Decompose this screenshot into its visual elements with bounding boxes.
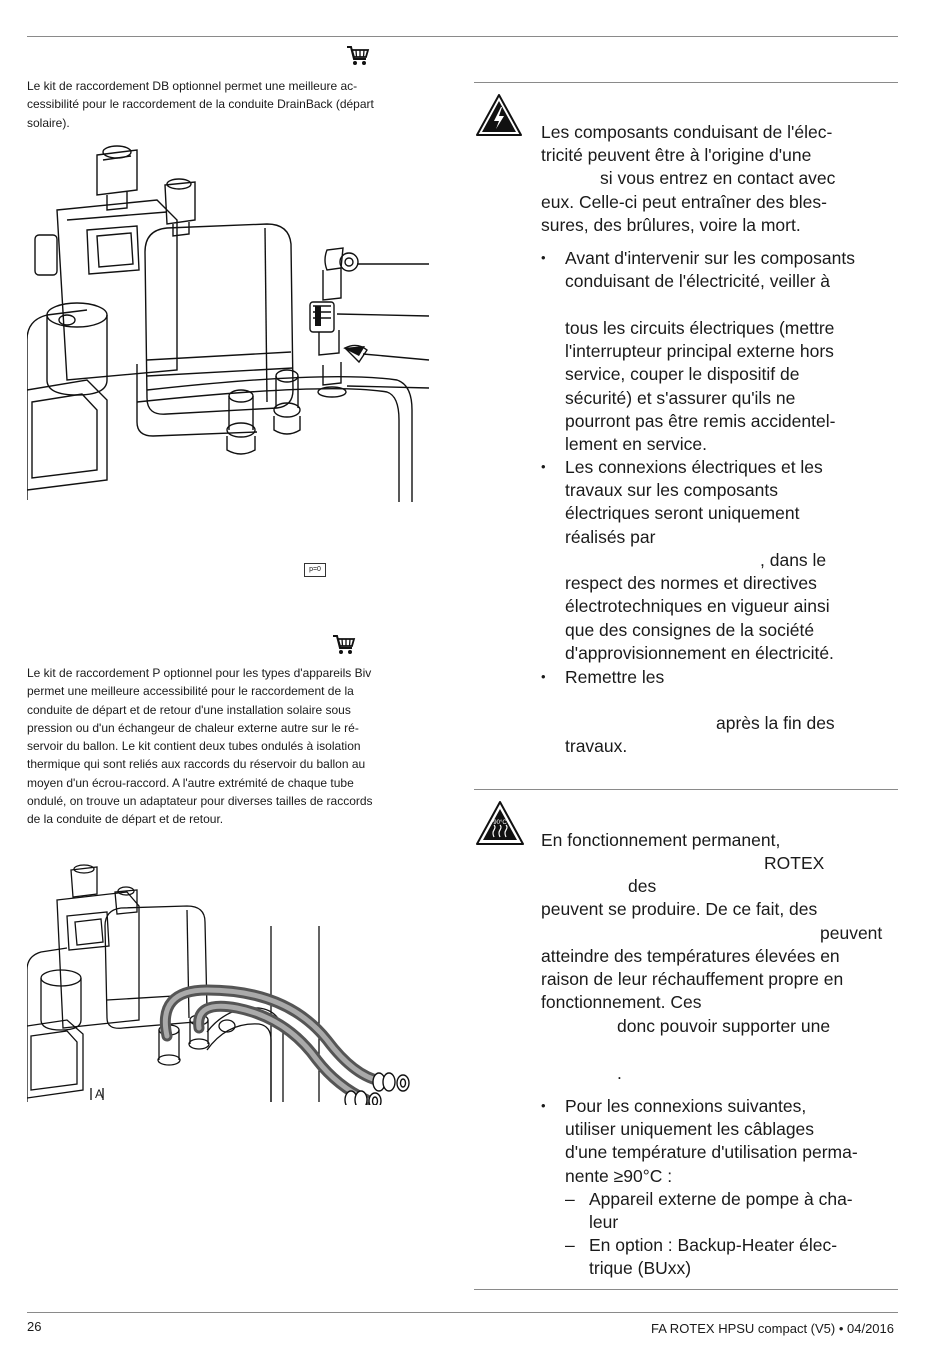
text-line: trique (BUxx): [589, 1258, 692, 1279]
text-line: solaire).: [27, 115, 70, 130]
dash-item-2: [589, 1234, 837, 1280]
text-line: réalisés par: [565, 526, 656, 547]
text-line: électrotechniques en vigueur ainsi: [565, 596, 830, 617]
text-line: atteindre des températures élevées en: [541, 946, 840, 966]
heat-line-2: ROTEX: [764, 853, 825, 873]
document-reference: FA ROTEX HPSU compact (V5) • 04/2016: [651, 1321, 894, 1336]
heat-line-5: peuvent: [820, 923, 883, 943]
heat-line-1: En fonctionnement permanent,: [541, 830, 781, 850]
text-line: lement en service.: [565, 434, 708, 455]
dash-marker: –: [565, 1189, 575, 1209]
text-line: sécurité) et s'assurer qu'ils ne: [565, 387, 796, 408]
text-line: Les connexions électriques et les: [565, 457, 823, 477]
text-line: si vous entrez en contact avec: [600, 168, 836, 189]
right-section-rule-1: [474, 82, 898, 83]
shopping-cart-icon: [332, 634, 356, 656]
bullet-3-c: travaux.: [565, 736, 628, 756]
pressure-badge: p=0: [304, 563, 326, 577]
svg-text:90°C: 90°C: [493, 820, 507, 826]
text-line: Avant d'intervenir sur les composants: [565, 248, 855, 268]
heat-line-4: peuvent se produire. De ce fait, des: [541, 899, 818, 919]
bullet-marker: •: [541, 459, 546, 474]
text-line: servoir du ballon. Le kit contient deux tubes ondulés à isolation: [27, 739, 361, 754]
text-line: thermique qui sont reliés aux raccords du réservoir du ballon au: [27, 757, 366, 772]
bullet-1-part-a: [565, 247, 855, 293]
text-line: l'interrupteur principal externe hors: [565, 341, 834, 362]
dash-item-1: [589, 1188, 853, 1234]
text-line: Pour les connexions suivantes,: [565, 1096, 807, 1116]
dash-marker: –: [565, 1235, 575, 1255]
text-line: conduisant de l'électricité, veiller à: [565, 271, 831, 292]
text-line: cessibilité pour le raccordement de la conduite DrainBack (départ: [27, 97, 374, 112]
text-line: travaux sur les composants: [565, 480, 779, 501]
text-line: pourront pas être remis accidentel-: [565, 410, 836, 431]
db-kit-figure: [27, 140, 437, 502]
danger-intro: [541, 121, 835, 237]
text-line: , dans le: [760, 550, 827, 570]
text-line: permet une meilleure accessibilité pour le raccordement de la: [27, 684, 354, 699]
bullet-marker: •: [541, 250, 546, 265]
bullet-4: [565, 1095, 858, 1188]
text-line: ondulé, on trouve un adaptateur pour diverses tailles de raccords: [27, 794, 373, 809]
bullet-marker: •: [541, 1098, 546, 1113]
heat-line-8: .: [617, 1063, 622, 1083]
text-line: moyen d'un écrou-raccord. A l'autre extrémité de chaque tube: [27, 775, 354, 790]
figure-label: A: [95, 1087, 104, 1101]
bullet-1-part-b: [565, 317, 835, 456]
text-line: respect des normes et directives: [565, 573, 817, 594]
text-line: conduite de départ et de retour d'une installation solaire sous: [27, 702, 351, 717]
text-line: sures, des brûlures, voire la mort.: [541, 214, 801, 235]
p-kit-paragraph: [27, 664, 373, 829]
p-kit-figure: [27, 860, 417, 1105]
text-line: En option : Backup-Heater élec-: [589, 1235, 838, 1255]
text-line: eux. Celle-ci peut entraîner des bles-: [541, 191, 827, 212]
page-number: 26: [27, 1319, 42, 1334]
text-line: nente ≥90°C :: [565, 1165, 673, 1186]
bullet-2-continued: [565, 549, 834, 665]
text-line: fonctionnement. Ces: [541, 992, 702, 1013]
text-line: que des consignes de la société: [565, 619, 815, 640]
text-line: leur: [589, 1212, 619, 1233]
heat-block-6: [541, 945, 843, 1015]
bullet-3-b: après la fin des: [716, 713, 835, 733]
text-line: Le kit de raccordement P optionnel pour les types d'appareils Biv: [27, 666, 372, 680]
bullet-marker: •: [541, 669, 546, 684]
db-kit-paragraph: [27, 77, 374, 132]
text-line: Appareil externe de pompe à cha-: [589, 1189, 853, 1209]
text-line: d'approvisionnement en électricité.: [565, 642, 834, 663]
text-line: électriques seront uniquement: [565, 503, 800, 524]
text-line: pression ou d'un échangeur de chaleur externe autre sur le ré-: [27, 720, 359, 735]
electrical-hazard-icon: [474, 92, 524, 138]
right-section-rule-2: [474, 789, 898, 790]
text-line: de la conduite de départ et de retour.: [27, 812, 224, 827]
text-line: Le kit de raccordement DB optionnel permet une meilleure ac-: [27, 79, 358, 93]
bullet-2: [565, 456, 823, 549]
text-line: utiliser uniquement les câblages: [565, 1119, 815, 1140]
shopping-cart-icon: [346, 45, 370, 67]
bullet-3-a: Remettre les: [565, 667, 665, 687]
top-rule: [27, 36, 898, 37]
right-section-rule-3: [474, 1289, 898, 1290]
text-line: d'une température d'utilisation perma-: [565, 1142, 858, 1163]
text-line: raison de leur réchauffement propre en: [541, 969, 844, 990]
text-line: service, couper le dispositif de: [565, 364, 800, 385]
text-line: tous les circuits électriques (mettre: [565, 318, 835, 338]
hot-surface-icon: [474, 799, 526, 847]
text-line: tricité peuvent être à l'origine d'une: [541, 145, 812, 166]
heat-line-3: des: [628, 876, 657, 896]
text-line: Les composants conduisant de l'élec-: [541, 122, 833, 142]
heat-line-7: donc pouvoir supporter une: [617, 1016, 831, 1036]
footer-rule: [27, 1312, 898, 1313]
